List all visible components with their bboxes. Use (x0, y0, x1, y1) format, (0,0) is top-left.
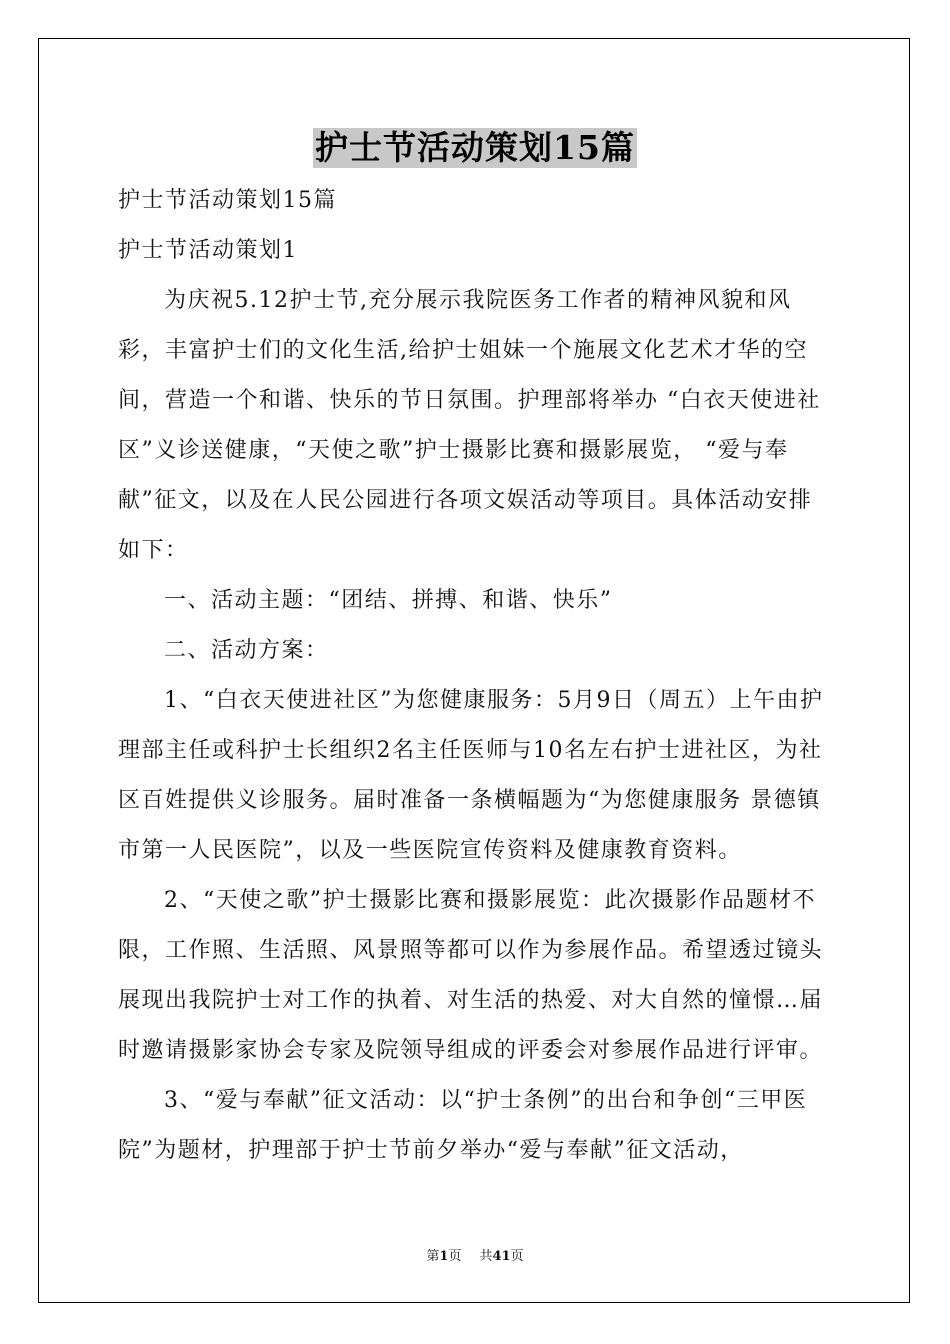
paragraph-intro: 为庆祝5.12护士节,充分展示我院医务工作者的精神风貌和风彩，丰富护士们的文化生活,给护士姐妹一个施展文化艺术才华的空间，营造一个和谐、快乐的节日氛围。护理部将举办 “白衣天使进社区”义诊送健康，“天使之歌”护士摄影比赛和摄影展览， “爱与奉献”征文，以及在人民公园进行各项文娱活动等项目。具体活动安排如下： (118, 288, 821, 563)
paragraph-plan-heading: 二、活动方案： (164, 638, 329, 663)
paragraph-theme: 一、活动主题：“团结、拼搏、和谐、快乐” (164, 588, 613, 613)
current-page-number: 1 (439, 1249, 449, 1264)
total-suffix: 页 (510, 1249, 524, 1264)
title-container (0, 128, 950, 168)
total-prefix: 共 (479, 1249, 493, 1264)
document-title: 护士节活动策划15篇 (315, 128, 635, 167)
paragraph-plan-2: 2、“天使之歌”护士摄影比赛和摄影展览：此次摄影作品题材不限，工作照、生活照、风景照等都可以作为参展作品。希望透过镜头展现出我院护士对工作的执着、对生活的热爱、对大自然的憧憬…届时邀请摄影家协会专家及院领导组成的评委会对参展作品进行评审。 (118, 888, 824, 1063)
document-body (118, 176, 834, 1176)
page-suffix: 页 (448, 1249, 462, 1264)
page-footer (0, 1248, 950, 1266)
paragraph-plan-3: 3、“爱与奉献”征文活动：以“护士条例”的出台和争创“三甲医院”为题材，护理部于护士节前夕举办“爱与奉献”征文活动， (118, 1088, 808, 1163)
paragraph-plan-1: 1、“白衣天使进社区”为您健康服务：5月9日（周五）上午由护理部主任或科护士长组织2名主任医师与10名左右护士进社区，为社区百姓提供义诊服务。届时准备一条横幅题为“为您健康服务 景德镇市第一人民医院”，以及一些医院宣传资料及健康教育资料。 (118, 688, 824, 863)
section-heading: 护士节活动策划1 (118, 238, 298, 263)
document-subtitle: 护士节活动策划15篇 (118, 188, 337, 213)
page-prefix: 第 (426, 1249, 440, 1264)
total-page-count: 41 (492, 1249, 511, 1264)
